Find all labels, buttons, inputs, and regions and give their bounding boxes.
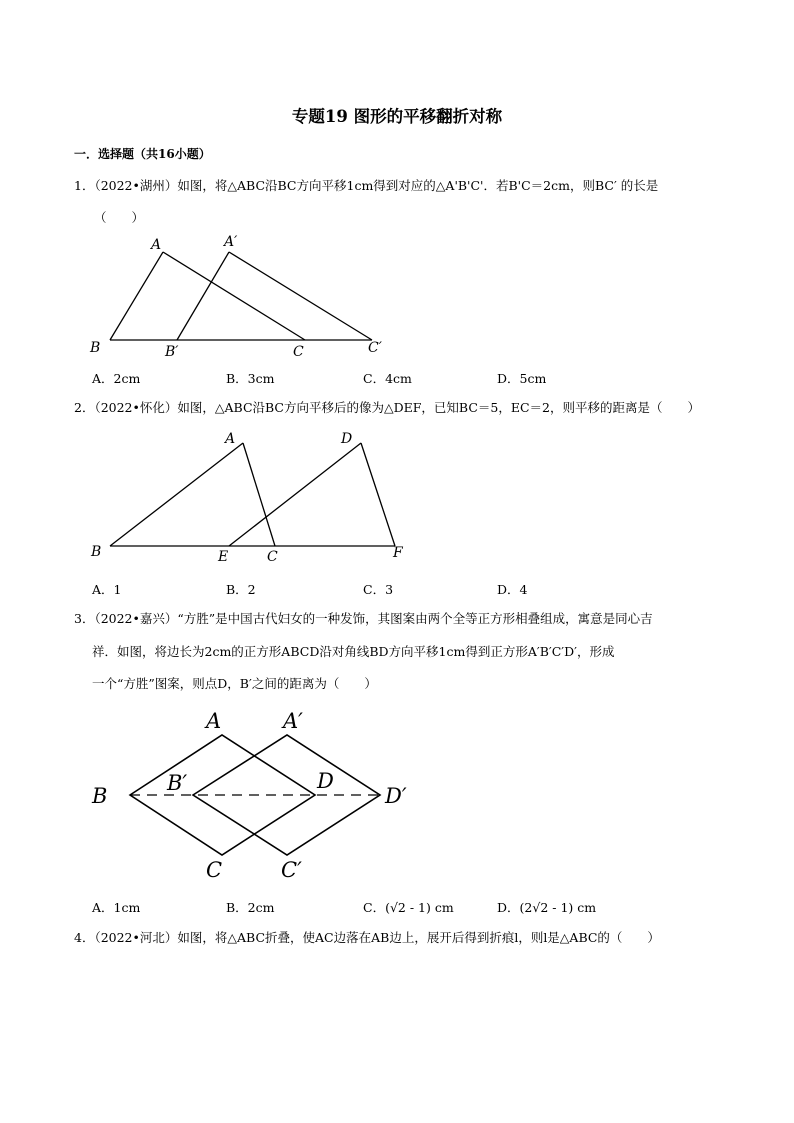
- fig3-label-b2: B′: [167, 771, 188, 795]
- fig2-side-de: [229, 443, 361, 546]
- section-heading: 一．选择题（共16小题）: [74, 147, 211, 161]
- fig3-label-d2: D′: [385, 784, 407, 808]
- fig1-label-c: C: [293, 344, 304, 360]
- q2-option-b[interactable]: B．2: [226, 582, 256, 597]
- fig2-side-df: [361, 443, 395, 546]
- fig2-side-ab: [110, 443, 243, 546]
- q1-option-c[interactable]: C．4cm: [363, 371, 412, 386]
- q2-option-d[interactable]: D．4: [497, 582, 528, 597]
- q1-option-b[interactable]: B．3cm: [226, 371, 275, 386]
- fig2-label-a: A: [225, 431, 236, 447]
- q3-option-d[interactable]: D．(2√2 - 1) cm: [497, 900, 597, 915]
- fig2-label-b: B: [91, 544, 102, 560]
- fig3-label-c2: C′: [281, 858, 302, 882]
- fig2-label-f: F: [393, 545, 403, 561]
- fig2-label-c: C: [267, 549, 278, 565]
- q3-option-b[interactable]: B．2cm: [226, 900, 275, 915]
- fig3-label-b: B: [92, 784, 108, 808]
- fig1-label-b2: B′: [165, 344, 179, 360]
- page-title: 专题19 图形的平移翻折对称: [291, 107, 503, 126]
- question-3-line-3: 一个“方胜”图案，则点D，B′之间的距离为（ ）: [92, 676, 377, 691]
- fig3-label-d: D: [317, 769, 334, 793]
- figure-2: [110, 443, 395, 546]
- fig1-label-c2: C′: [368, 340, 382, 356]
- q1-option-d[interactable]: D．5cm: [497, 371, 547, 386]
- fig1-label-a: A: [151, 237, 162, 253]
- fig3-label-a: A: [206, 709, 222, 733]
- question-3-line-1: 3．（2022•嘉兴）“方胜”是中国古代妇女的一种发饰，其图案由两个全等正方形相叠组成，寓意是同心吉: [74, 611, 653, 626]
- figure-1: [110, 252, 372, 340]
- q2-option-a[interactable]: A．1: [92, 582, 122, 597]
- q3-option-c[interactable]: C．(√2 - 1) cm: [363, 900, 454, 915]
- fig1-side-a2c2: [229, 252, 372, 340]
- question-3-line-2: 祥．如图，将边长为2cm的正方形ABCD沿对角线BD方向平移1cm得到正方形A′B′C′D′，形成: [92, 644, 615, 659]
- question-1-blank: （ ）: [94, 210, 145, 225]
- fig1-side-ab: [110, 252, 163, 340]
- question-4-text: 4．（2022•河北）如图，将△ABC折叠，使AC边落在AB边上，展开后得到折痕l，则l是△ABC的（ ）: [74, 930, 660, 945]
- fig1-label-b: B: [90, 340, 101, 356]
- q3-option-a[interactable]: A．1cm: [92, 900, 141, 915]
- fig3-label-a2: A′: [283, 709, 303, 733]
- question-2-text: 2．（2022•怀化）如图，△ABC沿BC方向平移后的像为△DEF，已知BC＝5，EC＝2，则平移的距离是（ ）: [74, 400, 701, 415]
- q1-option-a[interactable]: A．2cm: [92, 371, 141, 386]
- fig2-label-d: D: [341, 431, 353, 447]
- figure-3: [130, 735, 380, 855]
- fig1-label-a2: A′: [224, 234, 238, 250]
- q2-option-c[interactable]: C．3: [363, 582, 394, 597]
- question-1-text: 1．（2022•湖州）如图，将△ABC沿BC方向平移1cm得到对应的△A'B'C'．若B'C＝2cm，则BC′ 的长是: [74, 178, 659, 193]
- fig2-label-e: E: [218, 549, 229, 565]
- fig3-label-c: C: [206, 858, 223, 882]
